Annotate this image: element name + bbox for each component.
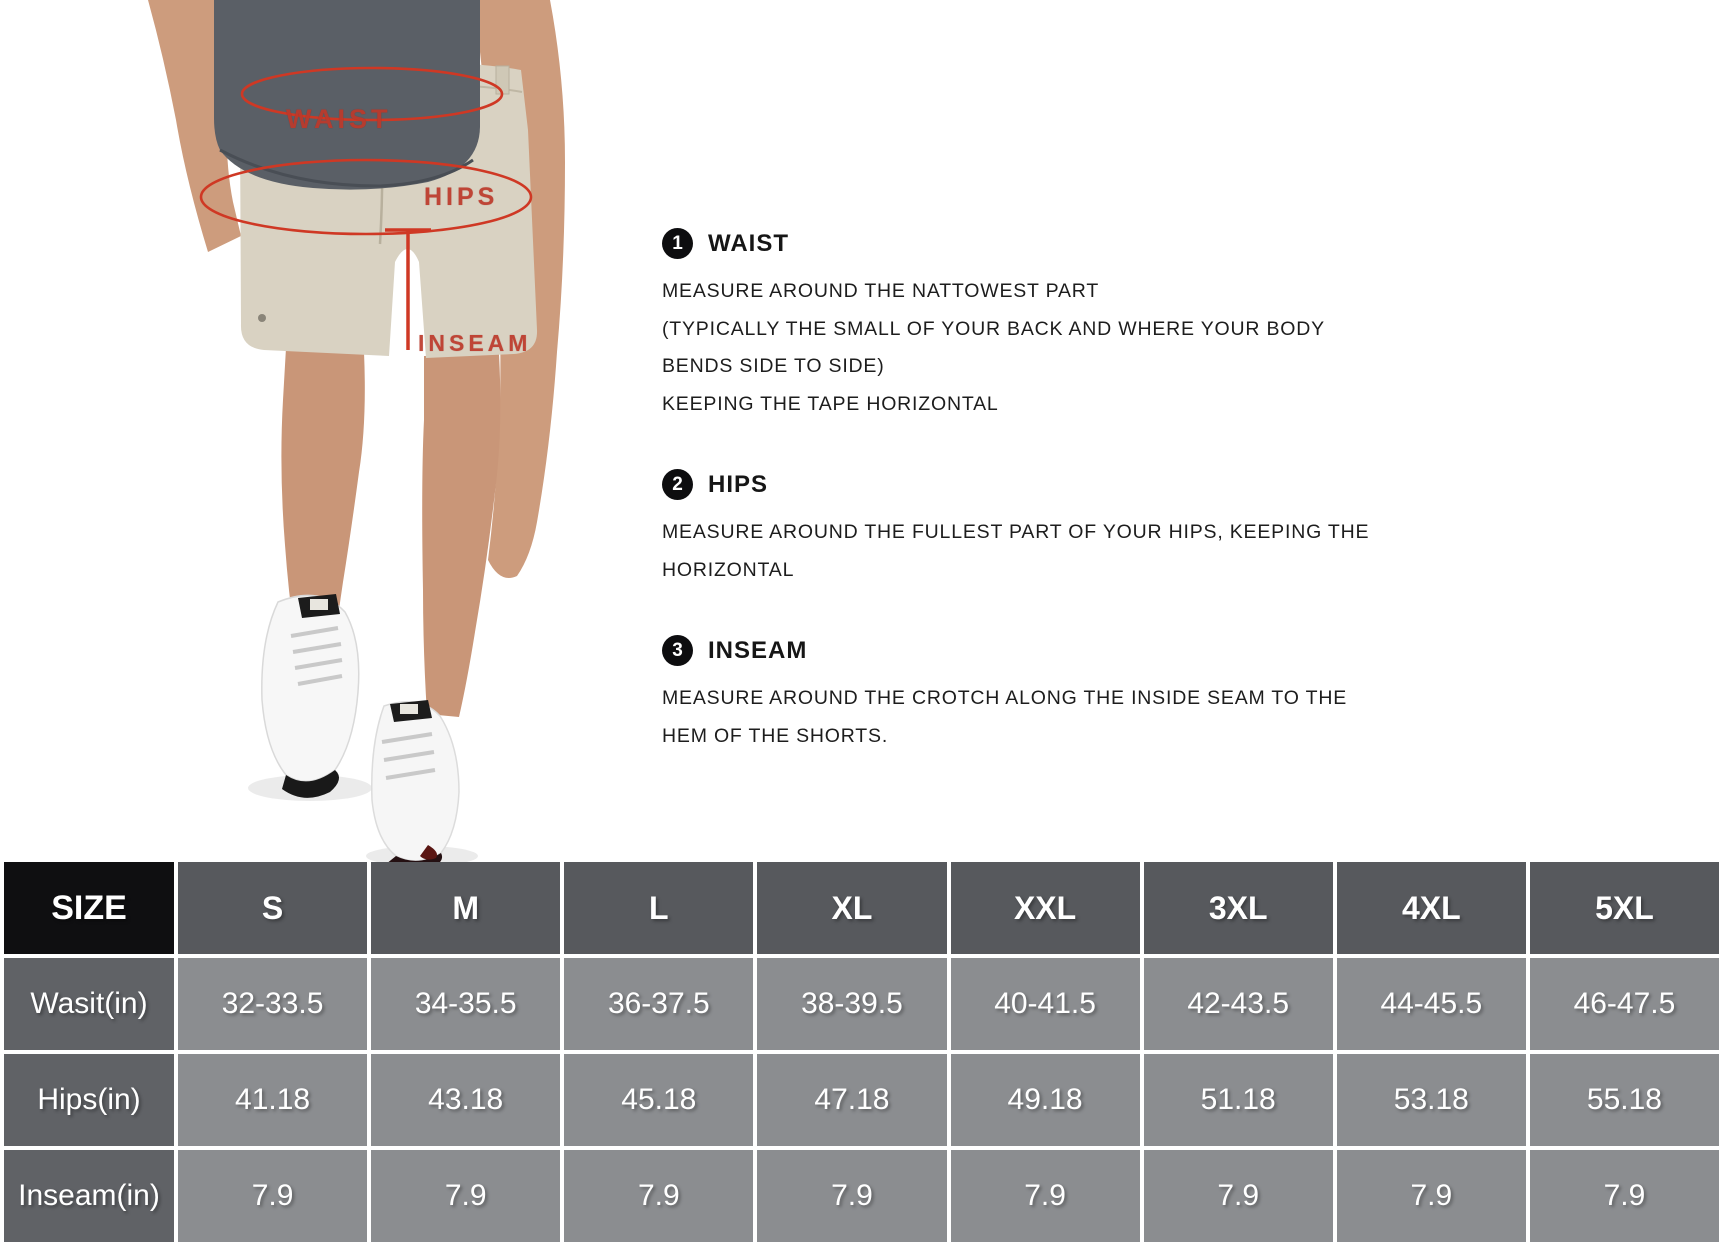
inseam-value-cell: 7.9 [1144, 1150, 1333, 1242]
instruction-line: HEM OF THE SHORTS. [662, 724, 889, 747]
hips-value-cell: 53.18 [1337, 1054, 1526, 1146]
header-cell-xl: XL [757, 862, 946, 954]
header-cell-size: SIZE [4, 862, 174, 954]
measuring-instructions [662, 228, 1422, 801]
model-photo [128, 0, 580, 862]
step-2-badge: 2 [662, 469, 693, 500]
header-cell-4xl: 4XL [1337, 862, 1526, 954]
inseam-value-cell: 7.9 [1337, 1150, 1526, 1242]
instruction-line: HORIZONTAL [662, 558, 795, 581]
hips-value-cell: 55.18 [1530, 1054, 1719, 1146]
step-1-title: WAIST [708, 229, 789, 257]
waist-value-cell: 38-39.5 [757, 958, 946, 1050]
instruction-line: MEASURE AROUND THE FULLEST PART OF YOUR HIPS, KEEPING THE [662, 521, 1370, 543]
instruction-line: KEEPING THE TAPE HORIZONTAL [662, 392, 999, 415]
waist-value-cell: 46-47.5 [1530, 958, 1719, 1050]
instruction-line: (TYPICALLY THE SMALL OF YOUR BACK AND WHERE YOUR BODY [662, 317, 1325, 340]
header-cell-m: M [371, 862, 560, 954]
instruction-line: BENDS SIDE TO SIDE) [662, 355, 885, 377]
inseam-value-cell: 7.9 [951, 1150, 1140, 1242]
inseam-value-cell: 7.9 [1530, 1150, 1719, 1242]
header-cell-3xl: 3XL [1144, 862, 1333, 954]
inseam-value-cell: 7.9 [757, 1150, 946, 1242]
waist-value-cell: 44-45.5 [1337, 958, 1526, 1050]
row-label-inseam: Inseam(in) [4, 1150, 174, 1242]
step-3-title: INSEAM [708, 636, 808, 664]
waist-value-cell: 36-37.5 [564, 958, 753, 1050]
step-3-badge: 3 [662, 635, 693, 666]
header-cell-xxl: XXL [951, 862, 1140, 954]
hips-value-cell: 41.18 [178, 1054, 367, 1146]
header-cell-5xl: 5XL [1530, 862, 1719, 954]
inseam-value-cell: 7.9 [564, 1150, 753, 1242]
hips-annotation-label: HIPS [424, 183, 499, 211]
right-shoe [262, 594, 359, 798]
row-label-waist: Wasit(in) [4, 958, 174, 1050]
hips-value-cell: 49.18 [951, 1054, 1140, 1146]
instruction-step-hips [662, 469, 1422, 589]
step-2-title: HIPS [708, 470, 769, 498]
waist-annotation-label: WAIST [286, 104, 392, 134]
waist-value-cell: 32-33.5 [178, 958, 367, 1050]
instruction-line: MEASURE AROUND THE NATTOWEST PART [662, 280, 1100, 302]
size-chart-table [4, 862, 1719, 1242]
header-cell-s: S [178, 862, 367, 954]
instruction-step-inseam [662, 635, 1422, 755]
step-1-badge: 1 [662, 228, 693, 259]
inseam-value-cell: 7.9 [371, 1150, 560, 1242]
instruction-line: MEASURE AROUND THE CROTCH ALONG THE INSIDE SEAM TO THE [662, 687, 1348, 709]
header-cell-l: L [564, 862, 753, 954]
row-label-hips: Hips(in) [4, 1054, 174, 1146]
inseam-value-cell: 7.9 [178, 1150, 367, 1242]
left-shoe [372, 700, 459, 862]
waist-value-cell: 34-35.5 [371, 958, 560, 1050]
zipper-pull [258, 314, 266, 322]
model-left-leg [422, 354, 500, 717]
waist-value-cell: 42-43.5 [1144, 958, 1333, 1050]
instruction-step-waist [662, 228, 1422, 423]
hips-value-cell: 45.18 [564, 1054, 753, 1146]
hips-value-cell: 51.18 [1144, 1054, 1333, 1146]
inseam-annotation-label: INSEAM [418, 330, 532, 356]
waist-value-cell: 40-41.5 [951, 958, 1140, 1050]
hips-value-cell: 47.18 [757, 1054, 946, 1146]
hips-value-cell: 43.18 [371, 1054, 560, 1146]
